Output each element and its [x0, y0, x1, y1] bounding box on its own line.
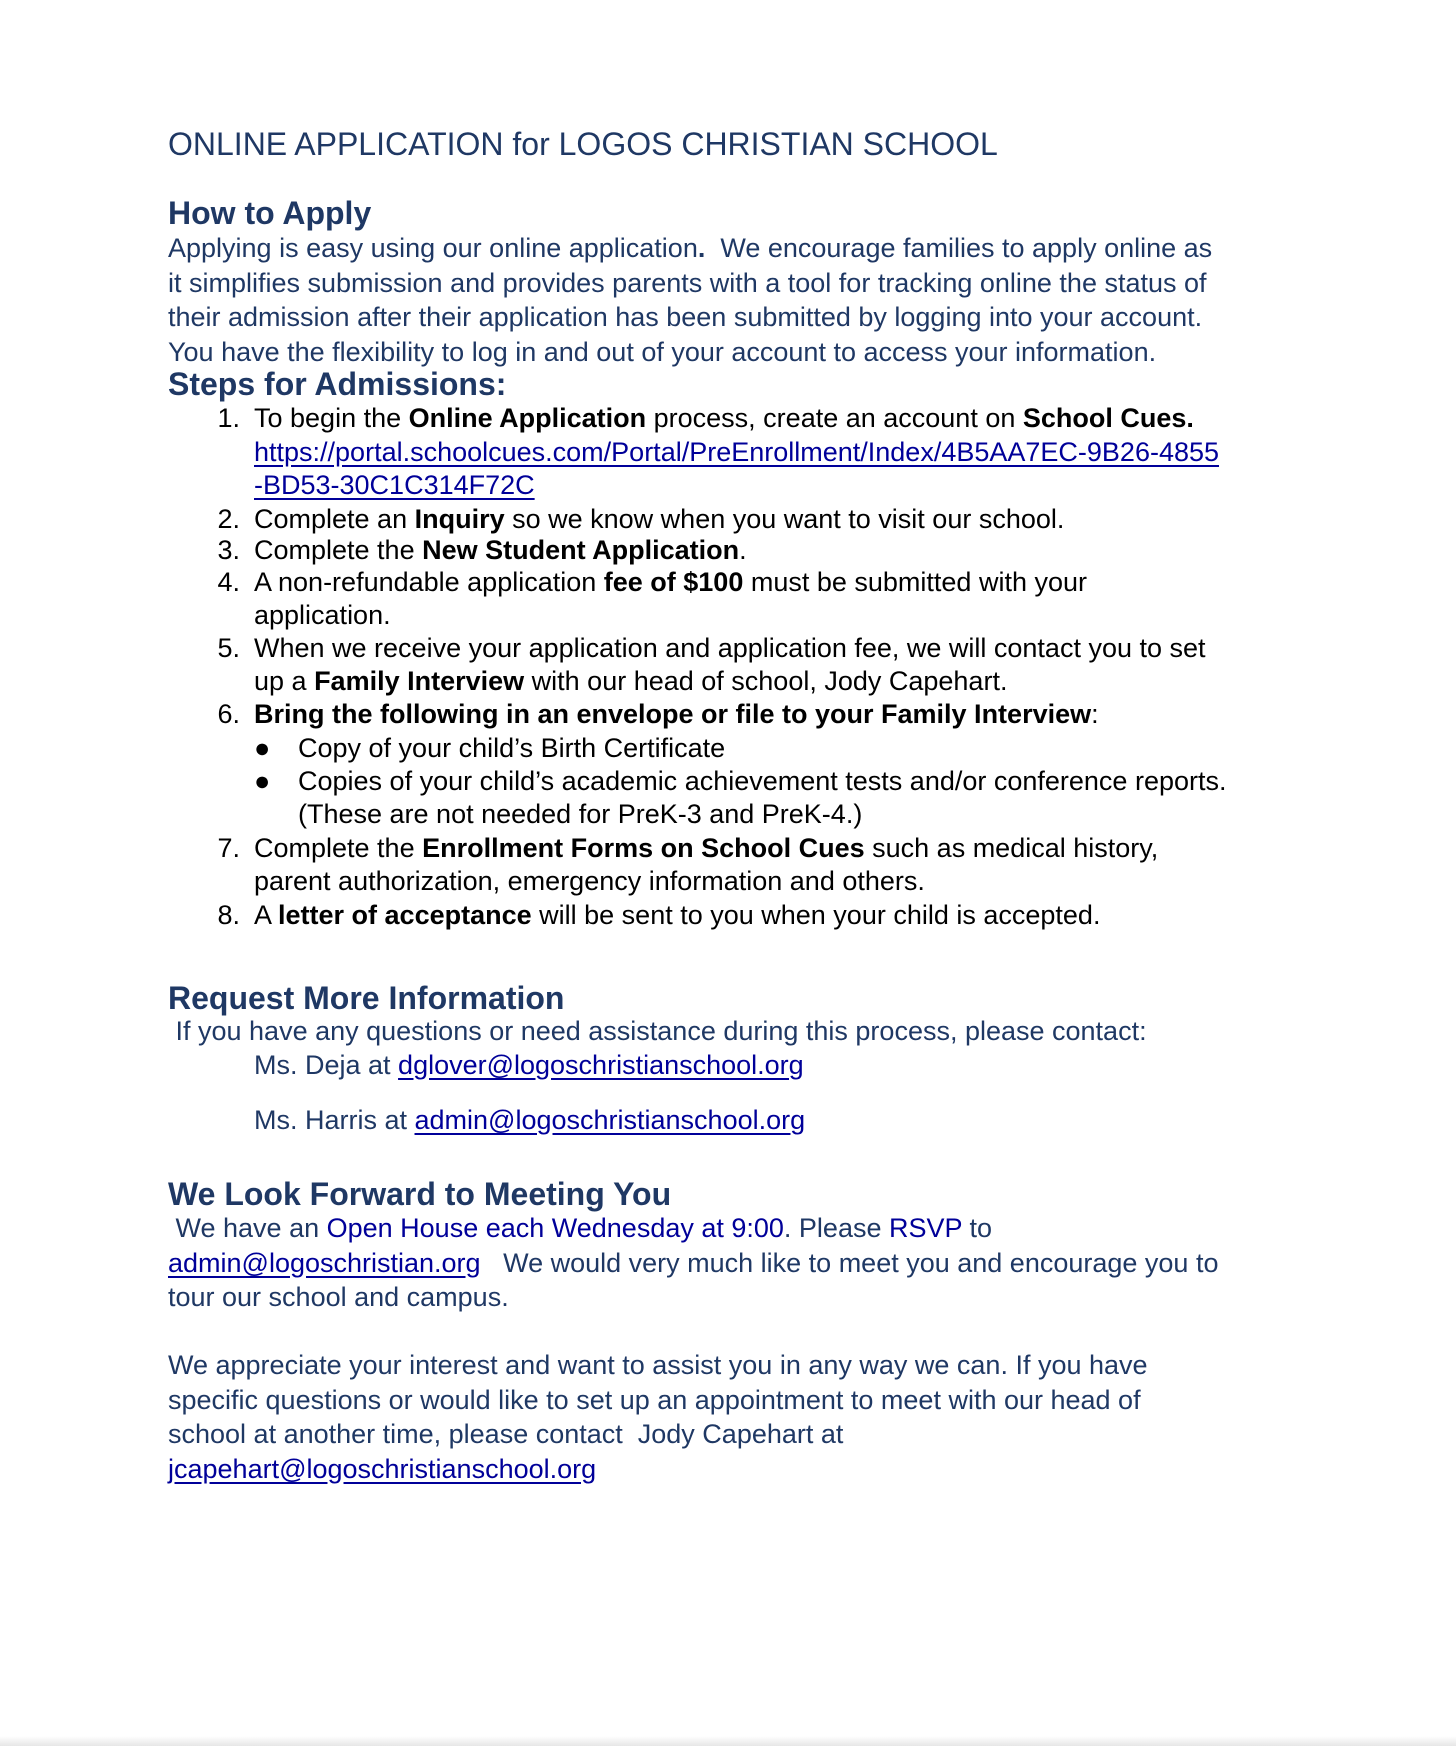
- contact-harris: Ms. Harris at admin@logoschristianschool.org: [254, 1105, 806, 1135]
- meeting-heading: We Look Forward to Meeting You: [168, 1176, 672, 1212]
- deja-email-link[interactable]: dglover@logoschristianschool.org: [398, 1050, 804, 1080]
- harris-email-link[interactable]: admin@logoschristianschool.org: [414, 1105, 806, 1135]
- contact-deja: Ms. Deja at dglover@logoschristianschool.org: [254, 1050, 804, 1080]
- steps-heading: Steps for Admissions:: [168, 366, 507, 402]
- rsvp-email-link[interactable]: admin@logoschristian.org: [168, 1247, 481, 1278]
- page-bottom-edge: [0, 1736, 1456, 1746]
- capehart-email-link[interactable]: jcapehart@logoschristianschool.org: [168, 1453, 597, 1484]
- document-title: ONLINE APPLICATION for LOGOS CHRISTIAN SCHOOL: [168, 126, 998, 162]
- how-to-apply-paragraph: Applying is easy using our online application. We encourage families to apply online as it simplifies submission and provides parents with a tool for tracking online the status of their admission after their application has been submitted by logging into your account. You have the flexibility to log in and out of your account to access your information.: [168, 233, 1213, 367]
- request-info-heading: Request More Information: [168, 980, 565, 1016]
- meeting-paragraph: We have an Open House each Wednesday at 9:00. Please RSVP to admin@logoschristian.org We would very much like to meet you and encourage you to tour our school and campus.: [168, 1213, 1219, 1312]
- how-to-apply-heading: How to Apply: [168, 195, 372, 231]
- request-info-intro: If you have any questions or need assistance during this process, please contact:: [168, 1016, 1147, 1046]
- appreciation-paragraph: We appreciate your interest and want to assist you in any way we can. If you have specific questions or would like to set up an appointment to meet with our head of school at another time, please contact Jody Capehart at jcapehart@logoschristianschool.org: [168, 1350, 1148, 1484]
